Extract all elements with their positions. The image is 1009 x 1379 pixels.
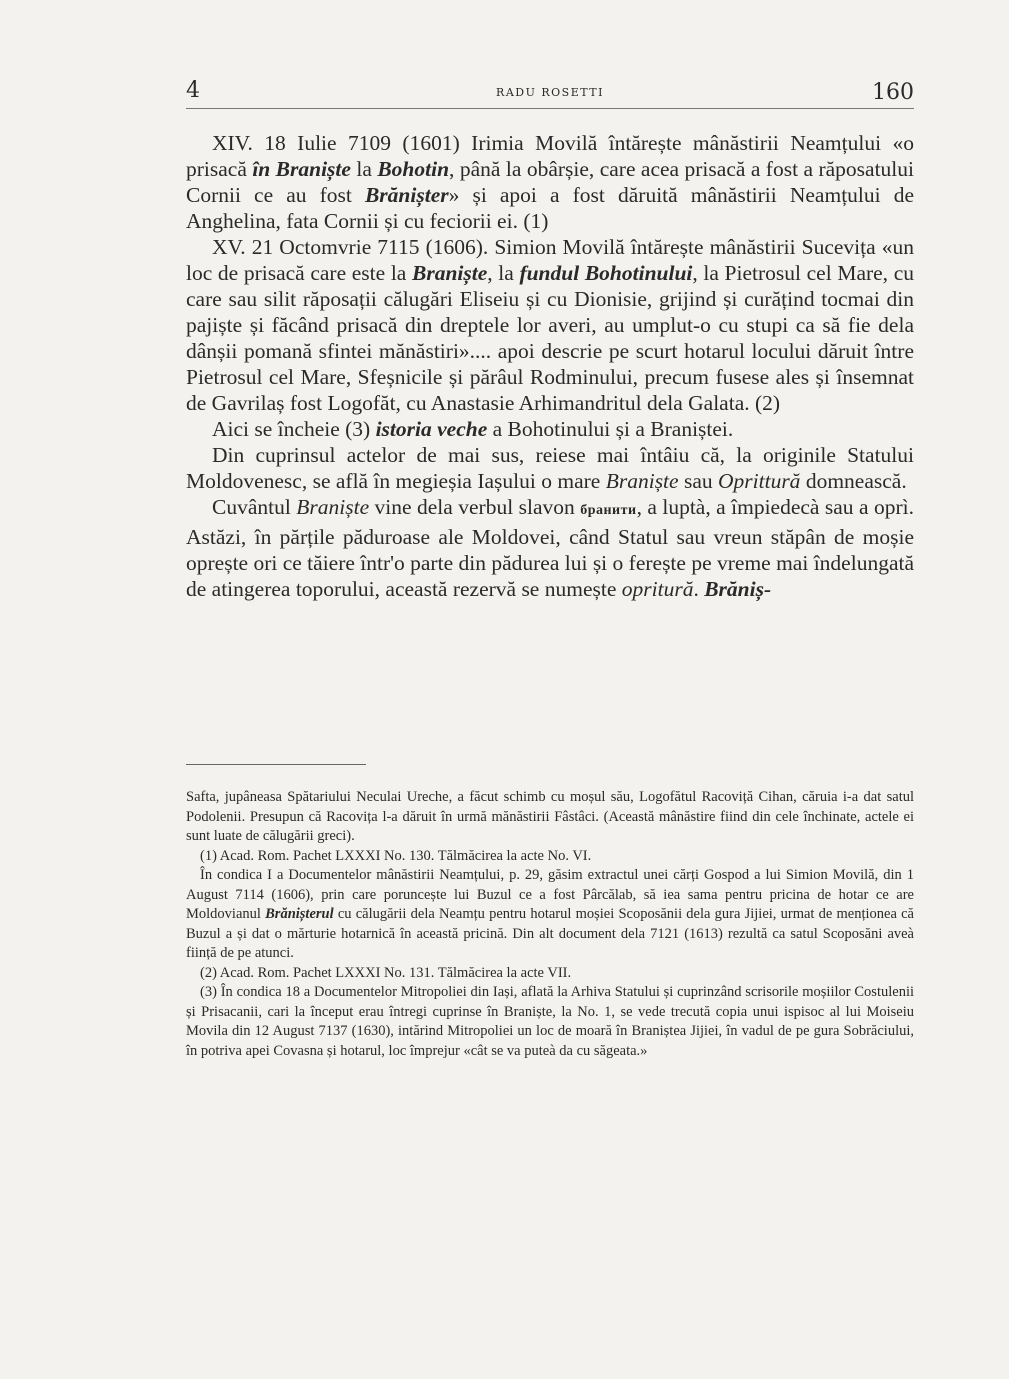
- text-run: vine dela verbul slavon: [369, 495, 581, 519]
- footnote-continuation: Safta, jupâneasa Spătariului Neculai Ureche, a făcut schimb cu moșul său, Logofătul Racoviță Cihan, căruia i-a dat satul Podolenii. Presupun că Racovița l-a dăruit în urmă mănăstirii Fâstâci. (Această mânăstire fiind din cele închinate, actele ei sunt luate de călugării greci).: [186, 789, 914, 844]
- emphasis: opritură: [621, 577, 694, 601]
- text-run: cu călugării dela Neamțu pentru hotarul moșiei Scoposănii dela gura Jijiei, urmat de menționea că Buzul a și dat o mărturie hotarnică în această pricină. Din alt document dela 7121 (1613) rezultă ca satul Scoposăni aveà ființă de pe atunci.: [186, 906, 914, 961]
- text-run: sau: [678, 469, 718, 493]
- text-run: » și apoi a fost dăruită mânăstirii Neamțului de Anghelina, fata Cornii și cu feciorii ei. (1): [186, 183, 914, 233]
- text-run: la: [350, 157, 378, 181]
- emphasis: Oprittură: [718, 469, 801, 493]
- emphasis: istoria veche: [375, 417, 488, 441]
- emphasis: Brăniș-: [704, 577, 772, 601]
- slavonic-word: бранити: [580, 503, 637, 518]
- text-run: XIV. 18 Iulie 7109 (1601) Irimia Movilă întărește mânăstirii Neamțului «o prisacă: [186, 131, 914, 181]
- emphasis: Bohotin: [377, 157, 450, 181]
- footnote-3: (3) În condica 18 a Documentelor Mitropoliei din Iași, aflată la Arhiva Statului și cuprinzând scrisorile moșiilor Costulenii și Prisacanii, cari la început erau întregi cuprinse în Braniște, la No. 1, se vede trecută copia unui ispisoc al lui Moiseiu Movila din 12 August 7137 (1630), intărind Mitropoliei un loc de moară în Braniștea Jijiei, în vadul de pe gura Sobrăciului, în potriva apei Covasna și hotarul, loc împrejur «cât se va puteà da cu săgeata.»: [186, 984, 914, 1059]
- footnote-2: (2) Acad. Rom. Pachet LXXXI No. 131. Tălmăcirea la acte VII.: [200, 964, 572, 981]
- emphasis: în Braniște: [252, 157, 351, 181]
- emphasis: Brănișterul: [265, 906, 334, 922]
- paragraph-xiv: [186, 130, 914, 234]
- page-number-right: 160: [872, 80, 914, 105]
- footnote-1: (1) Acad. Rom. Pachet LXXXI No. 130. Tălmăcirea la acte No. VI.: [200, 847, 592, 864]
- main-text: [186, 130, 914, 602]
- page-number-left: 4: [186, 78, 200, 103]
- emphasis: Brănișter: [364, 183, 449, 207]
- text-run: Cuvântul: [212, 495, 297, 519]
- footnotes: [186, 788, 914, 1061]
- paragraph-aici: [186, 416, 914, 442]
- text-run: , la Pietrosul cel Mare, cu care sau silit răposații călugări Eliseiu și cu Dionisie, grijind și curățind tocmai din pajiște și făcând prisacă din dreptele lor averi, au umplut-o cu stupi ca să fie dela dânșii pomană sfintei mănăstiri».... apoi descrie pe scurt hotarul locului dăruit între Pietrosul cel Mare, Sfeșnicile și părâul Rodminului, precum fusese ales și însemnat de Gavrilaș fost Logofăt, cu Anastasie Arhimandritul dela Galata. (2): [186, 261, 914, 415]
- running-title: RADU ROSETTI: [496, 86, 604, 99]
- emphasis: Braniște: [605, 469, 679, 493]
- text-run: domnească.: [800, 469, 907, 493]
- footnote-1-detail: [186, 866, 914, 964]
- text-run: , a luptà, a împiedecà sau a oprì. Astăzi, în părțile păduroase ale Moldovei, când Statul sau vreun stăpân de moșie oprește ori ce tăiere într'o parte din pădurea lui și o ferește pe vreme mai îndelungată de atingerea toporului, această rezervă se numește: [186, 495, 914, 601]
- paragraph-din-cuprinsul: [186, 442, 914, 494]
- paragraph-cuvantul: [186, 494, 914, 602]
- text-run: Aici se încheie (3): [212, 417, 376, 441]
- text-run: Din cuprinsul actelor de mai sus, reiese mai întâiu că, la originile Statului Moldovenesc, se află în megieșia Iașului o mare: [186, 443, 914, 493]
- text-run: În condica I a Documentelor mânăstirii Neamțului, p. 29, găsim extractul unei cărți Gospod a lui Simion Movilă, din 1 August 7114 (1606), prin care poruncește lui Buzul ce a fost Pârcălab, să iea sama pentru pricina de hotar ce are Moldovianul: [186, 867, 914, 922]
- text-run: XV. 21 Octomvrie 7115 (1606). Simion Movilă întărește mânăstirii Sucevița «un loc de prisacă care este la: [186, 235, 914, 285]
- text-run: , până la obârșie, care acea prisacă a fost a răposatului Cornii ce au fost: [186, 157, 914, 207]
- paragraph-xv: [186, 234, 914, 416]
- header-rule: [186, 108, 914, 109]
- text-run: a Bohotinului și a Braniștei.: [487, 417, 734, 441]
- footnote-rule: [186, 764, 366, 765]
- emphasis: fundul Bohotinului: [519, 261, 693, 285]
- text-run: .: [693, 577, 705, 601]
- text-run: , la: [487, 261, 520, 285]
- emphasis: Braniște: [411, 261, 488, 285]
- emphasis: Braniște: [296, 495, 370, 519]
- page-header: [186, 78, 914, 108]
